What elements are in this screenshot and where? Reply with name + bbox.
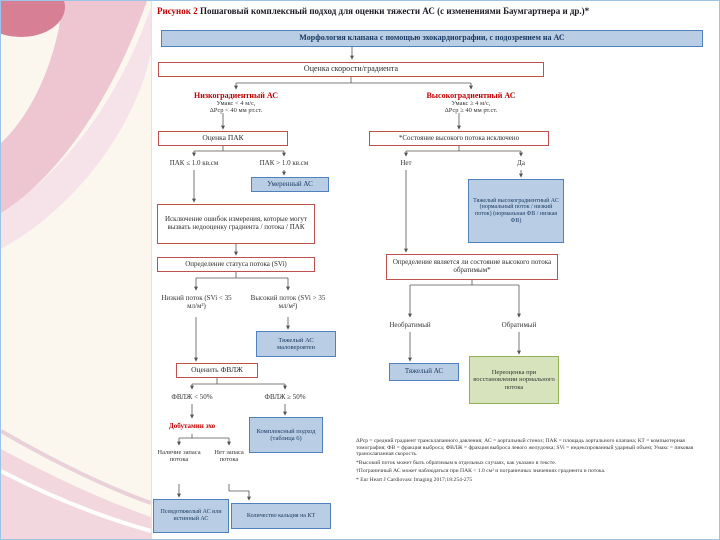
label-reversible: Обратимый — [501, 321, 537, 329]
node-velocity-gradient: Оценка скорости/градиента — [158, 62, 544, 77]
node-assess-lvef: Оценить ФВЛЖ — [176, 363, 258, 378]
figure-label: Рисунок 2 — [157, 6, 198, 16]
node-high-flow-excluded: *Состояние высокого потока исключено — [369, 131, 549, 146]
node-severe-high-gradient: Тяжелый высокоградиентный АС (нормальный поток / низкий поток) (нормальная ФВ / низкая ФВ) — [468, 179, 564, 243]
high-gradient-heading: Высокоградиентный АС — [426, 91, 516, 100]
footnote-block — [356, 438, 712, 486]
high-gradient-dp: ΔРср ≥ 40 мм рт.ст. — [444, 107, 498, 114]
label-low-flow: Низкий поток (SVi < 35 мл/м²) — [161, 294, 232, 310]
slide-title — [157, 5, 709, 17]
footnote-abbreviations: ΔРср = средний градиент трансклапанного давления; АС = аортальный стеноз; ПАК = площадь аортального клапана; КТ = компьютерная томография; ФВ = фракция выброса; ФВЛЖ = фракция выброса левого желудочка; SVi = индексированный ударный объем; Умакс = пиковая трансклапанная скорость. — [356, 438, 694, 458]
label-ava-small: ПАК ≤ 1.0 кв.см — [169, 159, 219, 167]
label-yes: Да — [517, 159, 525, 167]
branch-high-gradient — [411, 91, 531, 114]
node-flow-status: Определение статуса потока (SVi) — [157, 257, 315, 272]
node-morphology: Морфология клапана с помощью эхокардиографии, с подозрением на АС — [161, 30, 703, 47]
label-high-flow: Высокий поток (SVi > 35 мл/м²) — [250, 294, 326, 310]
label-flow-reserve: Наличие запаса потока — [157, 449, 201, 463]
low-gradient-heading: Низкоградиентный АС — [194, 91, 278, 100]
label-dobutamine-echo: Добутамин эхо — [168, 422, 216, 430]
node-ava-assess: Оценка ПАК — [158, 131, 288, 146]
node-integrated-approach: Комплексный подход (таблица 6) — [249, 417, 323, 453]
label-irreversible: Необратимый — [389, 321, 431, 329]
footnote-citation: * Eur Heart J Cardiovasc Imaging 2017;18:254-275 — [356, 476, 473, 483]
low-gradient-vmax: Умакс < 4 м/с, — [216, 100, 256, 107]
low-gradient-dp: ΔРср < 40 мм рт.ст. — [209, 107, 263, 114]
node-pseudo-severe: Псевдотяжелый АС или истинный АС — [153, 499, 229, 533]
branch-low-gradient — [176, 91, 296, 114]
node-moderate-as: Умеренный АС — [251, 177, 329, 192]
label-ava-large: ПАК > 1.0 кв.см — [259, 159, 309, 167]
label-lvef-normal: ФВЛЖ ≥ 50% — [264, 393, 306, 401]
node-severe-unlikely: Тяжелый АС маловероятен — [256, 331, 336, 357]
node-exclude-errors: Исключение ошибок измерения, которые могут вызвать недооценку градиента / потока / ПАК — [157, 204, 315, 244]
label-no-flow-reserve: Нет запаса потока — [214, 449, 244, 463]
footnote-dagger: †Пограничный АС может наблюдаться при ПАК < 1.0 см² и пограничных значениях градиента и потока. — [356, 468, 606, 475]
title-text: Пошаговый комплексный подход для оценки тяжести АС (с изменениями Баумгартнера и др.)* — [197, 6, 590, 16]
node-severe-as: Тяжелый АС — [389, 363, 459, 381]
node-ct-calcium: Количество кальция на КТ — [231, 503, 331, 529]
label-no: Нет — [400, 159, 412, 167]
footnote-asterisk: *Высокий поток может быть обратимым в отдельных случаях, как указано в тексте. — [356, 459, 557, 466]
node-reversible-question: Определение является ли состояние высокого потока обратимым* — [386, 254, 558, 280]
high-gradient-vmax: Умакс ≥ 4 м/с, — [451, 100, 491, 107]
label-lvef-low: ФВЛЖ < 50% — [171, 393, 213, 401]
node-reassess: Переоценка при восстановлении нормального потока — [469, 356, 559, 404]
